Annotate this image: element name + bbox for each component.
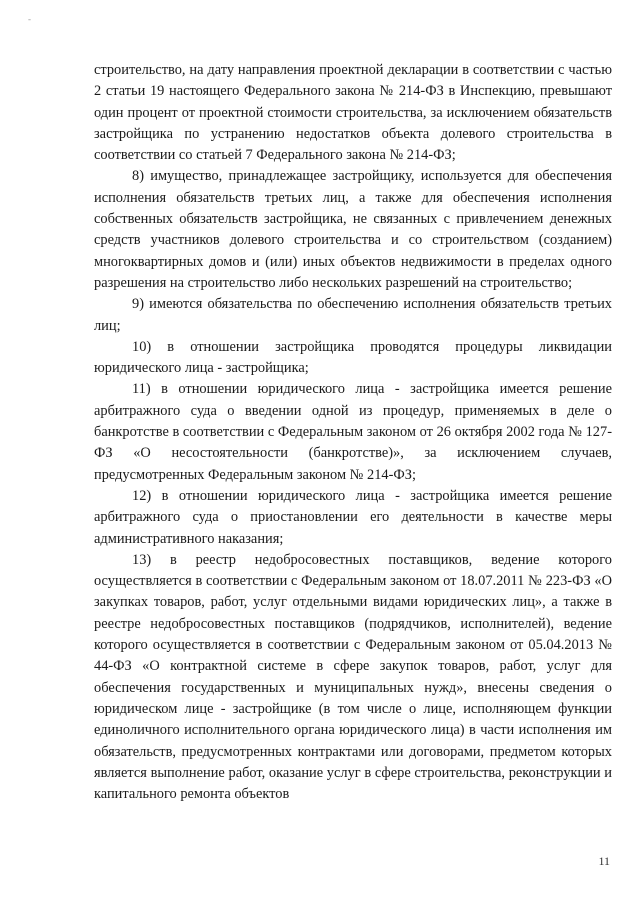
paragraph-continuation: строительство, на дату направления проектной декларации в соответствии с частью 2 статьи 19 настоящего Федерального закона № 214-ФЗ в Инспекцию, превышают один процент от проектной стоимости строительства, за исключением обязательств застройщика по устранению недостатков объекта долевого строительства в соответствии со статьей 7 Федерального закона № 214-ФЗ; <box>94 62 612 164</box>
corner-mark: - <box>28 14 31 24</box>
paragraph-item-13: 13) в реестр недобросовестных поставщиков, ведение которого осуществляется в соответствии с Федеральным законом от 18.07.2011 № 223-ФЗ «О закупках товаров, работ, услуг отдельными видами юридических лиц», а также в реестре недобросовестных поставщиков (подрядчиков, исполнителей), ведение которого осуществляется в соответствии с Федеральным законом от 05.04.2013 № 44-ФЗ «О контрактной системе в сфере закупок товаров, работ, услуг для обеспечения государственных и муниципальных нужд», внесены сведения о юридическом лице - застройщике (в том числе о лице, исполняющем функции единоличного исполнительного органа юридического лица) в части исполнения им обязательств, предусмотренных контрактами или договорами, предметом которых является выполнение работ, оказание услуг в сфере строительства, реконструкции и капитального ремонта объектов <box>94 551 612 803</box>
paragraph-item-10: 10) в отношении застройщика проводятся процедуры ликвидации юридического лица - застройщика; <box>94 338 612 377</box>
paragraph-item-9: 9) имеются обязательства по обеспечению исполнения обязательств третьих лиц; <box>94 296 612 334</box>
document-body <box>94 60 612 805</box>
paragraph-item-12: 12) в отношении юридического лица - застройщика имеется решение арбитражного суда о приостановлении его деятельности в качестве меры административного наказания; <box>94 487 612 547</box>
page-number: 11 <box>598 854 610 868</box>
paragraph-item-11: 11) в отношении юридического лица - застройщика имеется решение арбитражного суда о введении одной из процедур, применяемых в деле о банкротстве в соответствии с Федеральным законом от 26 октября 2002 года № 127-ФЗ «О несостоятельности (банкротстве)», за исключением случаев, предусмотренных Федеральным законом № 214-ФЗ; <box>94 381 612 483</box>
paragraph-item-8: 8) имущество, принадлежащее застройщику, используется для обеспечения исполнения обязательств третьих лиц, а также для обеспечения исполнения собственных обязательств застройщика, не связанных с привлечением денежных средств участников долевого строительства и со строительством (созданием) многоквартирных домов и (или) иных объектов недвижимости в пределах одного разрешения на строительство либо нескольких разрешений на строительство; <box>94 168 612 291</box>
